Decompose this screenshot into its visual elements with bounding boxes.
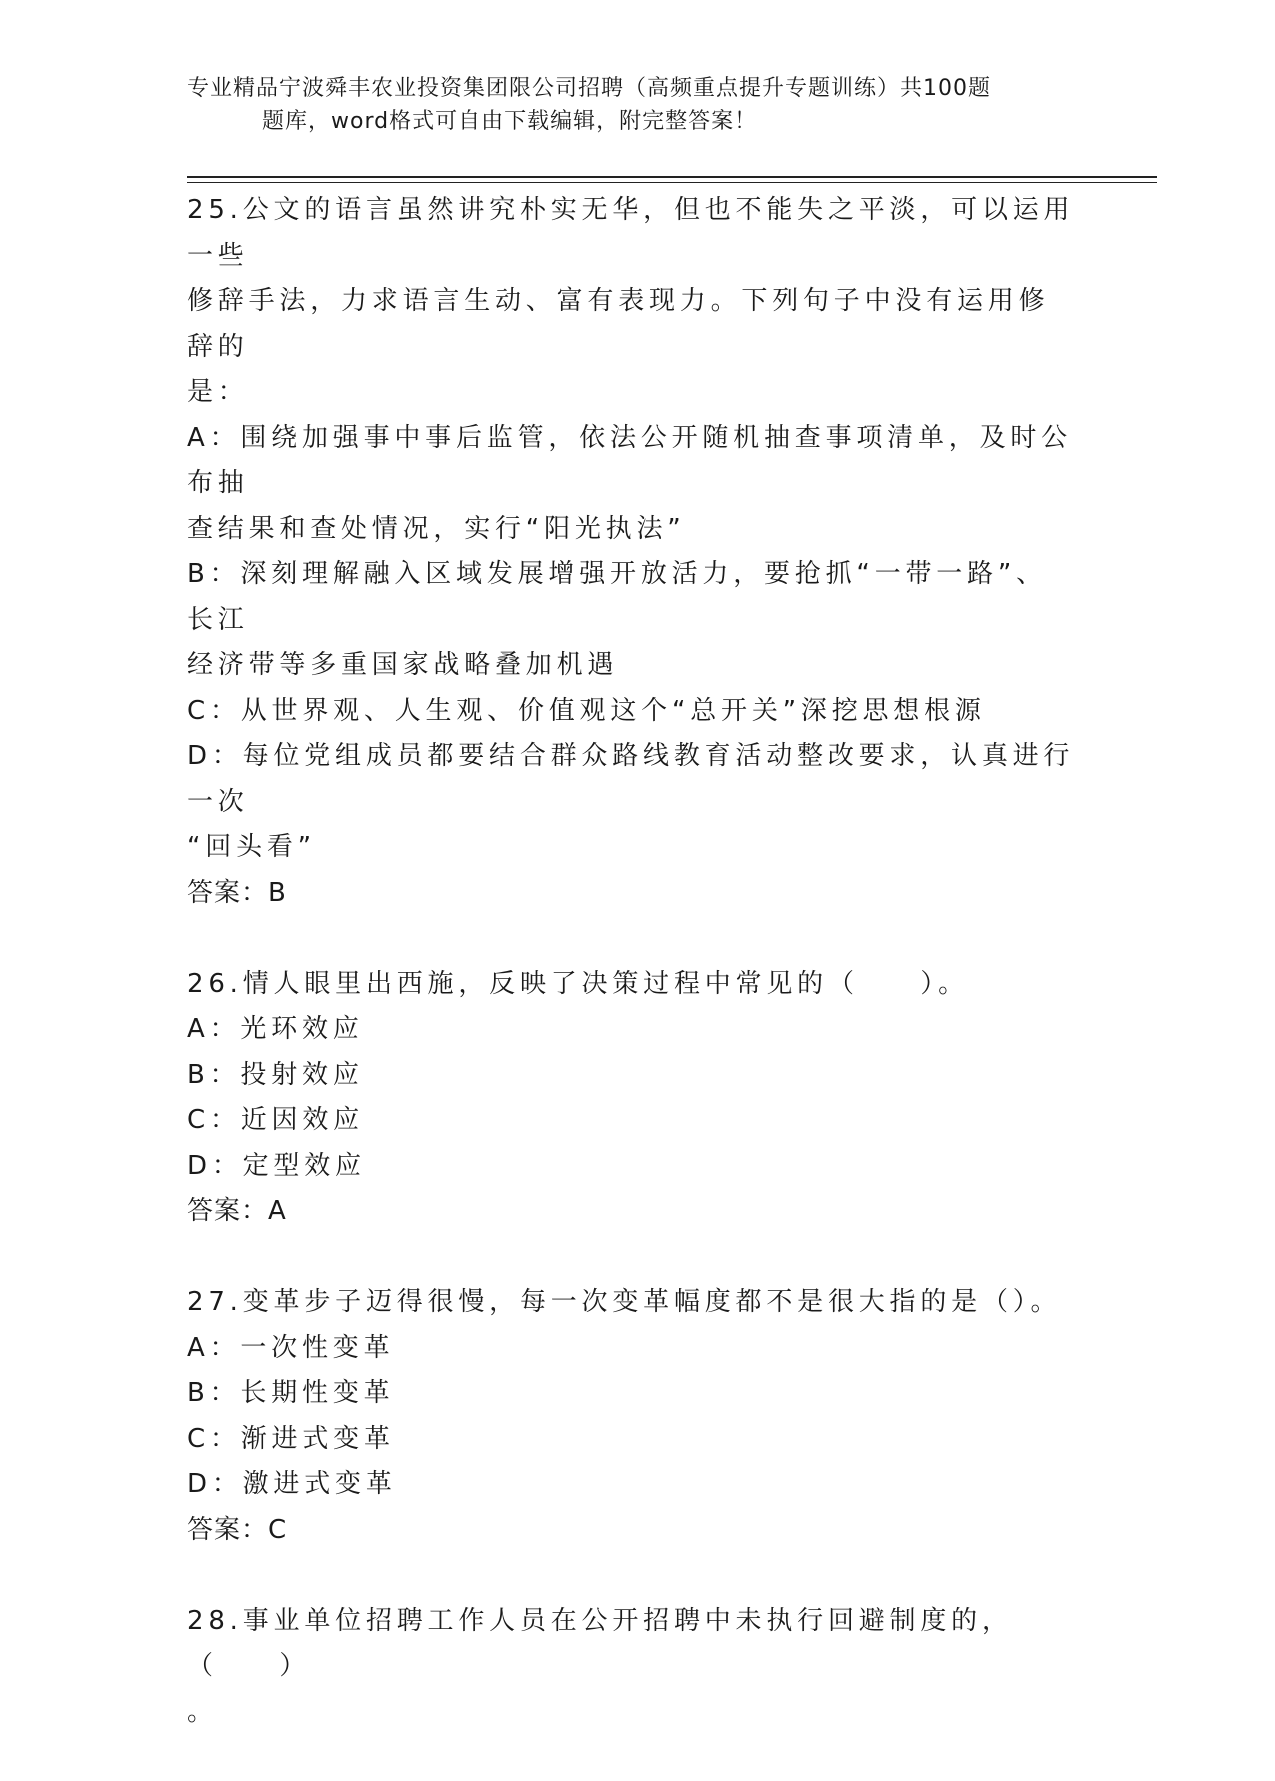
option-b-continued: 经济带等多重国家战略叠加机遇 xyxy=(187,650,619,680)
option-b: B：长期性变革 xyxy=(187,1378,395,1408)
option-c: C：渐进式变革 xyxy=(187,1423,395,1454)
question-stem-line: 25.公文的语言虽然讲究朴实无华，但也不能失之平淡，可以运用一些 xyxy=(187,195,1075,271)
question-stem-line: 26.情人眼里出西施，反映了决策过程中常见的（ ）。 xyxy=(187,968,969,999)
question-27 xyxy=(187,1280,1077,1553)
option-a: A：一次性变革 xyxy=(187,1332,395,1363)
header-divider-thick xyxy=(187,176,1157,178)
question-stem-line: 。 xyxy=(187,1696,218,1727)
option-a-continued: 查结果和查处情况，实行“阳光执法” xyxy=(187,513,686,544)
option-b: B：投射效应 xyxy=(187,1059,364,1090)
question-list xyxy=(187,188,1077,1781)
option-d: D：每位党组成员都要结合群众路线教育活动整改要求，认真进行一次 xyxy=(187,741,1075,817)
answer-label: 答案：B xyxy=(187,877,287,908)
header-line-1: 专业精品宁波舜丰农业投资集团限公司招聘（高频重点提升专题训练）共100题 xyxy=(187,76,991,101)
option-c: C：近因效应 xyxy=(187,1105,364,1135)
option-d: D：定型效应 xyxy=(187,1150,366,1181)
answer-label: 答案：A xyxy=(187,1196,287,1226)
question-stem-line: 28.事业单位招聘工作人员在公开招聘中未执行回避制度的，（ ） xyxy=(187,1605,1013,1681)
option-b: B：深刻理解融入区域发展增强开放活力，要抢抓“一带一路”、长江 xyxy=(187,559,1047,635)
answer-label: 答案：C xyxy=(187,1514,288,1545)
question-26 xyxy=(187,962,1077,1235)
question-28 xyxy=(187,1599,1077,1736)
option-d-continued: “回头看” xyxy=(187,832,316,862)
header-divider-thin xyxy=(187,182,1157,183)
option-d: D：激进式变革 xyxy=(187,1469,397,1499)
option-c: C：从世界观、人生观、价值观这个“总开关”深挖思想根源 xyxy=(187,695,986,726)
question-stem-line: 27.变革步子迈得很慢，每一次变革幅度都不是很大指的是（）。 xyxy=(187,1287,1062,1317)
question-stem-line: 修辞手法，力求语言生动、富有表现力。下列句子中没有运用修辞的 xyxy=(187,286,1050,362)
document-header xyxy=(187,72,1067,138)
header-line-2: 题库，word格式可自由下载编辑，附完整答案！ xyxy=(262,109,758,134)
question-stem-line: 是： xyxy=(187,377,249,407)
option-a: A：围绕加强事中事后监管，依法公开随机抽查事项清单，及时公布抽 xyxy=(187,422,1072,498)
question-25 xyxy=(187,188,1077,916)
option-a: A：光环效应 xyxy=(187,1014,364,1044)
